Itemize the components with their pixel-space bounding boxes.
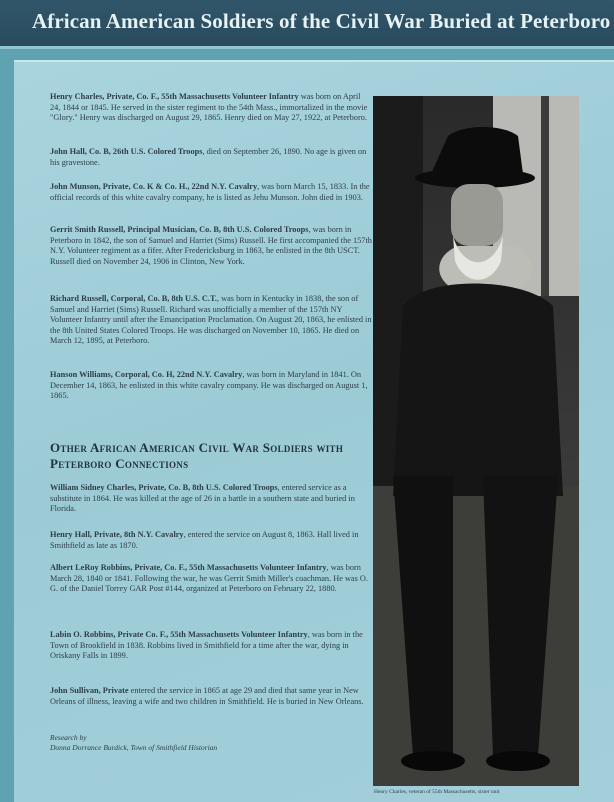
entry-john-sullivan: [50, 686, 372, 707]
portrait-photo: [373, 96, 579, 786]
entry-william-sidney-charles: [50, 483, 372, 515]
entry-name: John Hall, Co. B, 26th U.S. Colored Troops: [50, 147, 203, 156]
entry-text: , was born March 15, 1833. In the official records of this white cavalry company, he is listed as Jehu Munson. John died in 1903.: [50, 182, 370, 202]
research-credit: [50, 733, 350, 753]
entry-text: entered the service in 1865 at age 29 and died that same year in New Orleans of illness, leaving a wife and two children in Smithfield. He is buried in New Orleans.: [50, 686, 364, 706]
entry-albert-leroy-robbins: [50, 563, 372, 595]
entry-text: , was born in Kentucky in 1838, the son of Samuel and Harriet (Sims) Russell. Richard was unofficially a member of the 157th NY Volunteer Infantry until after the Emancipation Proclamation. On August 20, 1863, he enlisted in the 8th United States Colored Troops. He was discharged on November 10, 1865. He died on March 12, 1895, at Peterboro.: [50, 294, 372, 346]
entry-hanson-williams: [50, 370, 372, 402]
credit-label: Research by: [50, 733, 87, 742]
credit-author: Donna Dorrance Burdick, Town of Smithfield Historian: [50, 743, 218, 752]
entry-john-hall: [50, 147, 372, 168]
entry-gerrit-smith-russell: [50, 225, 372, 267]
entry-richard-russell: [50, 294, 372, 347]
entry-text: , was born March 28, 1840 or 1841. Following the war, he was Gerrit Smith Miller's coachman. He was O. G. of the Daniel Torrey GAR Post #144, organized at Peterboro on February 22, 1880.: [50, 563, 368, 594]
entry-name: Henry Charles, Private, Co. F., 55th Massachusetts Volunteer Infantry: [50, 92, 299, 101]
entry-name: Henry Hall, Private, 8th N.Y. Cavalry: [50, 530, 184, 539]
entry-text: , was born in Maryland in 1841. On December 14, 1863, he enlisted in this white cavalry company. He was discharged on August 1, 1865.: [50, 370, 368, 401]
entry-henry-charles: [50, 92, 372, 124]
entry-name: William Sidney Charles, Private, Co. B, 8th U.S. Colored Troops: [50, 483, 278, 492]
entry-text: , entered the service on August 8, 1863. Hall lived in Smithfield as late as 1870.: [50, 530, 359, 550]
entry-text: , entered service as a substitute in 1864. He was killed at the age of 26 in a battle in a southern state and buried in Florida.: [50, 483, 355, 514]
title-banner: [0, 0, 614, 49]
entry-text: was born on April 24, 1844 or 1845. He served in the sister regiment to the 54th Mass., immortalized in the movie "Glory." Henry was discharged on August 29, 1865. Henry died on May 27, 1922, at Peterboro.: [50, 92, 368, 123]
page-title: African American Soldiers of the Civil War Buried at Peterboro: [32, 9, 611, 33]
entry-text: , died on September 26, 1890. No age is given on his gravestone.: [50, 147, 367, 167]
portrait-illustration: [373, 96, 579, 786]
entry-name: John Munson, Private, Co. K & Co. H., 22nd N.Y. Cavalry: [50, 182, 258, 191]
entry-labin-robbins: [50, 630, 372, 662]
entry-name: Albert LeRoy Robbins, Private, Co. F., 55th Massachusetts Volunteer Infantry: [50, 563, 327, 572]
entry-name: Gerrit Smith Russell, Principal Musician, Co. B, 8th U.S. Colored Troops: [50, 225, 309, 234]
entry-john-munson: [50, 182, 372, 203]
entry-name: Hanson Williams, Corporal, Co. H, 22nd N.Y. Cavalry: [50, 370, 243, 379]
coat: [393, 284, 563, 497]
section-heading: Other African American Civil War Soldiers with Peterboro Connections: [50, 440, 344, 471]
entry-name: John Sullivan, Private: [50, 686, 129, 695]
entry-text: , was born in the Town of Brookfield in 1838. Robbins lived in Smithfield for a time after the war, dying in Oriskany Falls in 1899.: [50, 630, 363, 661]
entry-name: Richard Russell, Corporal, Co. B, 8th U.S. C.T.: [50, 294, 217, 303]
entry-henry-hall: [50, 530, 372, 551]
entry-text: , was born in Peterboro in 1842, the son of Samuel and Harriet (Sims) Russell. He first accompanied the 157th N.Y. Volunteer regiment as a fifer. After Fredericksburg in 1863, he enlisted in the 8th USCT. Russell died on November 24, 1906 in Clinton, New York.: [50, 225, 372, 266]
entry-name: Labin O. Robbins, Private Co. F., 55th Massachusetts Volunteer Infantry: [50, 630, 308, 639]
photo-caption: Henry Charles, veteran of 55th Massachusetts, sister unit: [374, 789, 500, 795]
